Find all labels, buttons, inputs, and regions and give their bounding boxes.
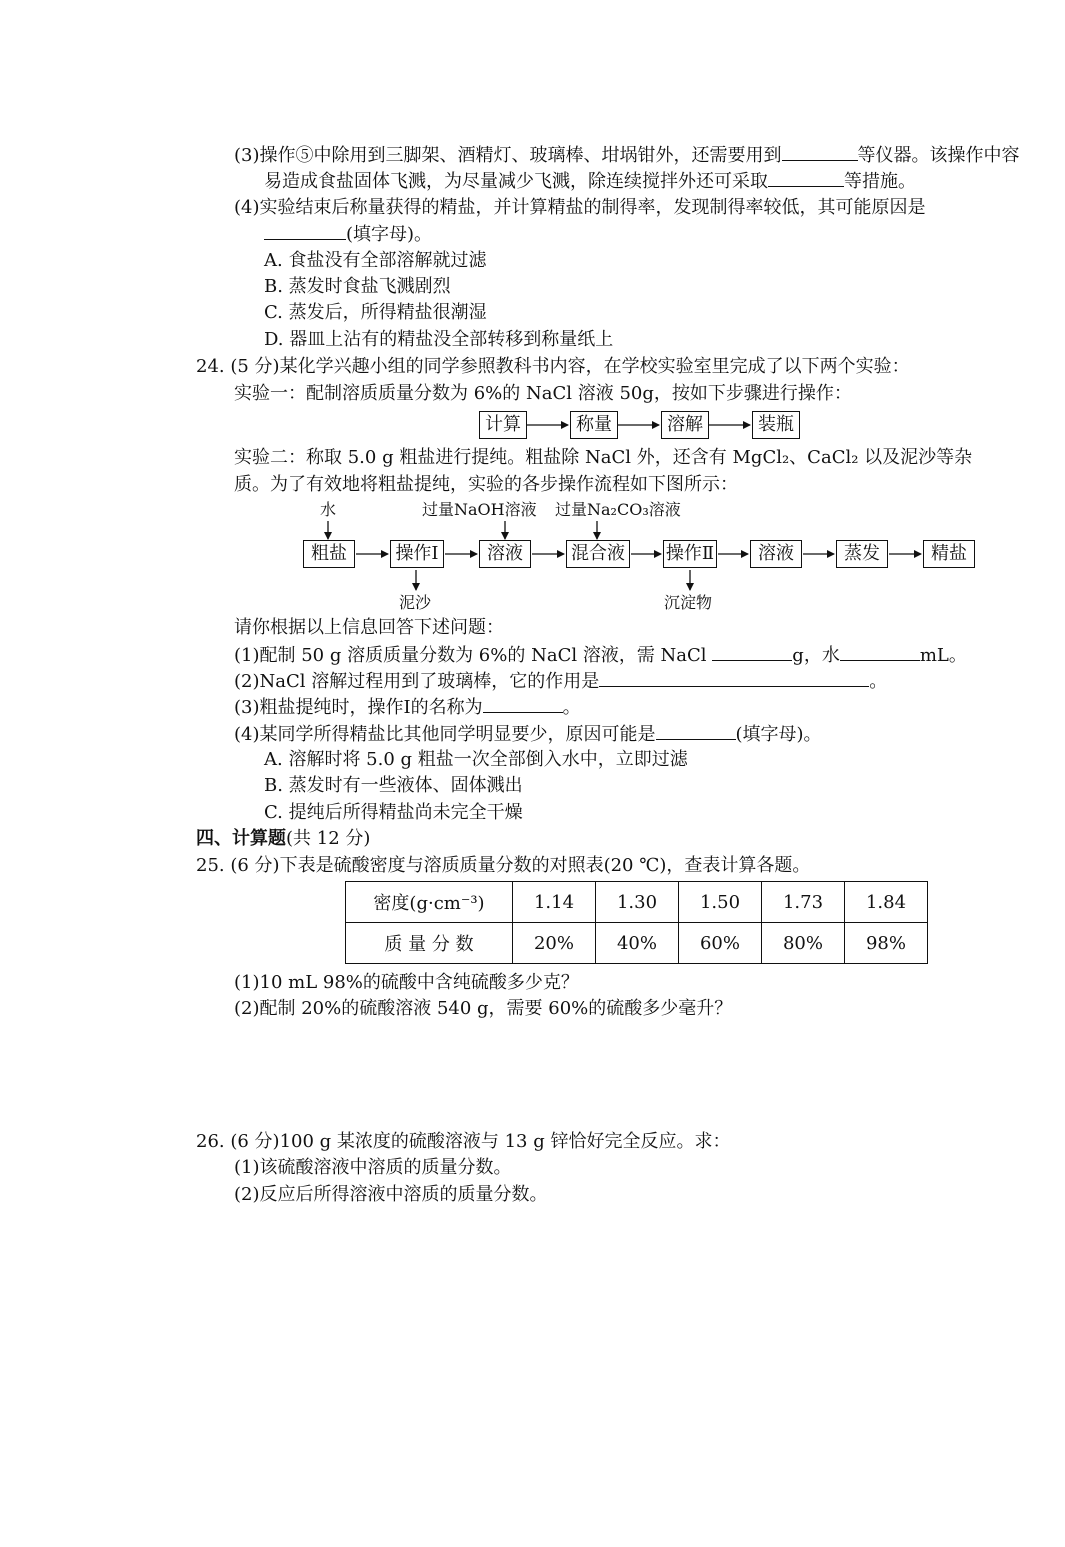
answer-blank[interactable] (599, 668, 869, 687)
q24-option-b: B. 蒸发时有一些液体、固体溅出 (264, 775, 523, 796)
answer-blank[interactable] (656, 721, 736, 740)
q26-part2: (2)反应后所得溶液中溶质的质量分数。 (234, 1184, 548, 1205)
q24-part4: (4)某同学所得精盐比其他同学明显要少，原因可能是 (填字母)。 (234, 721, 822, 748)
table-cell: 1.50 (679, 882, 762, 923)
flow2-input-naoh: 过量NaOH溶液 (422, 500, 537, 519)
table-cell: 40% (596, 923, 679, 964)
q23-part3-line2: 易造成食盐固体飞溅，为尽量减少飞溅，除连续搅拌外还可采取 等措施。 (264, 168, 916, 195)
table-cell: 60% (679, 923, 762, 964)
table-cell: 1.30 (596, 882, 679, 923)
q23-part3-line1: (3)操作⑤中除用到三脚架、酒精灯、玻璃棒、坩埚钳外，还需要用到 等仪器。该操作中容 (234, 142, 1020, 169)
q24-part2: (2)NaCl 溶解过程用到了玻璃棒，它的作用是 。 (234, 668, 887, 695)
flow2-input-na2co3: 过量Na₂CO₃溶液 (555, 500, 681, 519)
flow2-box-operation-2: 操作Ⅱ (663, 540, 717, 568)
flow2-box-solution-1: 溶液 (479, 540, 531, 568)
q25-part2: (2)配制 20%的硫酸溶液 540 g，需要 60%的硫酸多少毫升？ (234, 998, 733, 1019)
q24-experiment2-line1: 实验二：称取 5.0 g 粗盐进行提纯。粗盐除 NaCl 外，还含有 MgCl₂、CaCl₂ 以及泥沙等杂 (234, 447, 973, 468)
flow1-step-bottle: 装瓶 (752, 411, 800, 439)
flow2-output-sand: 泥沙 (399, 593, 432, 612)
table-cell: 1.14 (513, 882, 596, 923)
table-cell: 1.84 (845, 882, 928, 923)
section-4-title: 四、计算题(共 12 分) (196, 828, 371, 849)
flow2-box-solution-2: 溶液 (750, 540, 802, 568)
flow1-step-dissolve: 溶解 (661, 411, 709, 439)
table-header-density: 密度(g·cm⁻³) (346, 882, 513, 923)
q23-part4-line2: (填字母)。 (264, 221, 432, 248)
q24-stem: 24. (5 分)某化学兴趣小组的同学参照教科书内容，在学校实验室里完成了以下两个实验： (196, 356, 910, 377)
density-table (345, 881, 928, 964)
flow1-step-weigh: 称量 (570, 411, 618, 439)
table-cell: 1.73 (762, 882, 845, 923)
flow2-output-precipitate: 沉淀物 (664, 593, 713, 612)
table-header-mass-fraction: 质 量 分 数 (346, 923, 513, 964)
answer-blank[interactable] (840, 642, 920, 661)
flow2-box-crude-salt: 粗盐 (303, 540, 355, 568)
q24-part3: (3)粗盐提纯时，操作Ⅰ的名称为 。 (234, 694, 581, 721)
q24-experiment2-line2: 质。为了有效地将粗盐提纯，实验的各步操作流程如下图所示： (234, 474, 738, 495)
table-cell: 80% (762, 923, 845, 964)
q24-part1: (1)配制 50 g 溶质质量分数为 6%的 NaCl 溶液，需 NaCl g，水 mL。 (234, 642, 967, 669)
q25-stem: 25. (6 分)下表是硫酸密度与溶质质量分数的对照表(20 ℃)，查表计算各题。 (196, 855, 811, 876)
q24-option-a: A. 溶解时将 5.0 g 粗盐一次全部倒入水中，立即过滤 (264, 749, 688, 770)
table-cell: 98% (845, 923, 928, 964)
q26-stem: 26. (6 分)100 g 某浓度的硫酸溶液与 13 g 锌恰好完全反应。求： (196, 1131, 731, 1152)
table-row (346, 882, 928, 923)
q23-option-c: C. 蒸发后，所得精盐很潮湿 (264, 302, 487, 323)
answer-blank[interactable] (483, 694, 563, 713)
q23-option-d: D. 器皿上沾有的精盐没全部转移到称量纸上 (264, 329, 614, 350)
table-cell: 20% (513, 923, 596, 964)
q23-part4-line1: (4)实验结束后称量获得的精盐，并计算精盐的制得率，发现制得率较低，其可能原因是 (234, 197, 926, 218)
q24-experiment1: 实验一：配制溶质质量分数为 6%的 NaCl 溶液 50g，按如下步骤进行操作： (234, 383, 852, 404)
q23-option-b: B. 蒸发时食盐飞溅剧烈 (264, 276, 451, 297)
q26-part1: (1)该硫酸溶液中溶质的质量分数。 (234, 1157, 512, 1178)
table-row (346, 923, 928, 964)
answer-blank[interactable] (712, 642, 792, 661)
flow2-box-mixture: 混合液 (566, 540, 630, 568)
q24-prompt: 请你根据以上信息回答下述问题： (234, 617, 504, 638)
q25-part1: (1)10 mL 98%的硫酸中含纯硫酸多少克？ (234, 972, 579, 993)
flow2-input-water: 水 (320, 500, 337, 519)
flow2-box-refined-salt: 精盐 (923, 540, 975, 568)
q23-option-a: A. 食盐没有全部溶解就过滤 (264, 250, 487, 271)
flow2-box-operation-1: 操作Ⅰ (390, 540, 444, 568)
q24-option-c: C. 提纯后所得精盐尚未完全干燥 (264, 802, 523, 823)
flow2-box-evaporate: 蒸发 (836, 540, 888, 568)
flow1-step-calculate: 计算 (479, 411, 527, 439)
